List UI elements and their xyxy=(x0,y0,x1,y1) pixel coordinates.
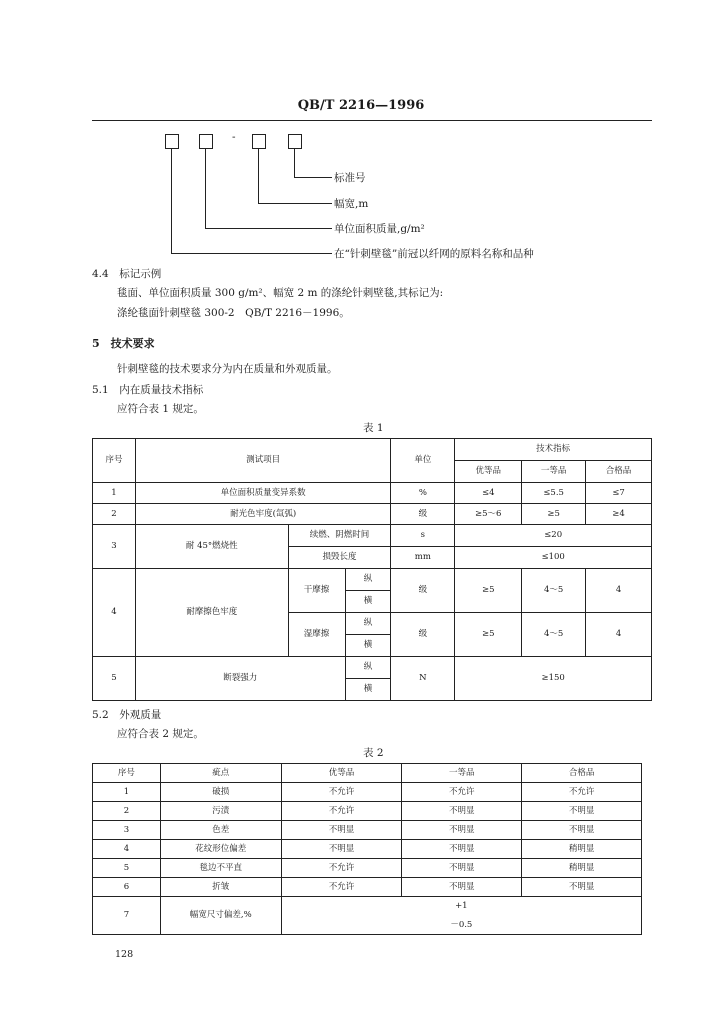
section-4-4-title: 4.4 标记示例 xyxy=(92,268,162,280)
marking-dash: - xyxy=(232,131,236,143)
t1-r5-warp: 纵 xyxy=(345,657,391,679)
t1-r4-item: 耐摩擦色牢度 xyxy=(135,569,288,657)
t1-r1-item: 单位面积质量变异系数 xyxy=(135,483,390,504)
t1-r1-unit: % xyxy=(391,483,455,504)
t1-r4-wet-v2: 4～5 xyxy=(522,613,586,657)
t1-r5-weft: 横 xyxy=(345,679,391,701)
table-cell: 稍明显 xyxy=(522,840,642,859)
t1-r5-val: ≥150 xyxy=(455,657,652,701)
t2-header-first: 一等品 xyxy=(402,764,522,783)
t1-r5-item: 断裂强力 xyxy=(135,657,345,701)
page-number: 128 xyxy=(115,949,134,960)
t1-r4-wet-v1: ≥5 xyxy=(455,613,522,657)
t1-r4-dry-weft: 横 xyxy=(345,591,391,613)
table2 xyxy=(92,763,642,935)
table-cell: 不明显 xyxy=(522,821,642,840)
table-cell: 不允许 xyxy=(281,802,402,821)
t1-r3-sub-a: 续燃、阴燃时间 xyxy=(288,525,391,547)
t1-r2-v1: ≥5～6 xyxy=(455,504,522,525)
leader-line-std xyxy=(294,149,295,177)
t1-r2-v2: ≥5 xyxy=(522,504,586,525)
t1-r2-seq: 2 xyxy=(93,504,136,525)
t1-header-tech: 技术指标 xyxy=(455,439,652,461)
t1-r4-wet-warp: 纵 xyxy=(345,613,391,635)
section-5-1-text: 应符合表 1 规定。 xyxy=(117,403,204,415)
t1-r4-dry-v1: ≥5 xyxy=(455,569,522,613)
t2-header-seq: 序号 xyxy=(93,764,161,783)
table1-caption: 表 1 xyxy=(363,422,384,434)
leader-line-mass xyxy=(205,149,206,228)
table-cell: 毯边不平直 xyxy=(160,859,281,878)
t1-r4-wet-unit: 级 xyxy=(391,613,455,657)
t1-r1-seq: 1 xyxy=(93,483,136,504)
t1-r1-v1: ≤4 xyxy=(455,483,522,504)
table-cell: 污渍 xyxy=(160,802,281,821)
section-4-4-line1: 毯面、单位面积质量 300 g/m²、幅宽 2 m 的涤纶针刺壁毯,其标记为: xyxy=(117,287,444,299)
placeholder-box-width xyxy=(252,134,266,149)
table-cell: 不明显 xyxy=(402,840,522,859)
t2-r7-item: 幅宽尺寸偏差,% xyxy=(160,897,281,935)
t1-r1-v3: ≤7 xyxy=(586,483,652,504)
table-cell: 不明显 xyxy=(402,802,522,821)
t2-r7-seq: 7 xyxy=(93,897,161,935)
table-cell: 不明显 xyxy=(281,840,402,859)
table1 xyxy=(92,438,652,701)
leader-line-material-h xyxy=(171,253,332,254)
t1-r3-unit-b: mm xyxy=(391,547,455,569)
t1-r2-unit: 级 xyxy=(391,504,455,525)
t1-r2-item: 耐光色牢度(氙弧) xyxy=(135,504,390,525)
label-width: 幅宽,m xyxy=(334,198,369,210)
section-5-2-text: 应符合表 2 规定。 xyxy=(117,728,204,740)
section-5-title: 5 技术要求 xyxy=(92,337,155,350)
leader-line-width-h xyxy=(258,203,332,204)
t1-r3-unit-a: s xyxy=(391,525,455,547)
table-cell: 不允许 xyxy=(281,878,402,897)
t1-r4-wet: 湿摩擦 xyxy=(288,613,345,657)
t1-header-grade-first: 一等品 xyxy=(522,461,586,483)
t1-r3-item: 耐 45°燃烧性 xyxy=(135,525,288,569)
table-cell: 不明显 xyxy=(402,878,522,897)
placeholder-box-std xyxy=(288,134,302,149)
label-material: 在“针刺壁毯”前冠以纤网的原料名称和品种 xyxy=(334,248,534,260)
t1-header-unit: 单位 xyxy=(391,439,455,483)
table-cell: 不允许 xyxy=(281,783,402,802)
t2-r7-plus: +1 xyxy=(281,897,641,916)
table-cell: 破损 xyxy=(160,783,281,802)
t1-r5-seq: 5 xyxy=(93,657,136,701)
t1-r2-v3: ≥4 xyxy=(586,504,652,525)
label-std-number: 标准号 xyxy=(334,172,366,184)
section-5-2-title: 5.2 外观质量 xyxy=(92,709,162,721)
t1-header-item: 测试项目 xyxy=(135,439,390,483)
table-cell: 4 xyxy=(93,840,161,859)
leader-line-width xyxy=(258,149,259,203)
table-cell: 不明显 xyxy=(402,859,522,878)
section-5-1-title: 5.1 内在质量技术指标 xyxy=(92,384,204,396)
t1-r4-dry-unit: 级 xyxy=(391,569,455,613)
table-cell: 不明显 xyxy=(522,878,642,897)
t1-header-grade-pass: 合格品 xyxy=(586,461,652,483)
table-cell: 不允许 xyxy=(281,859,402,878)
table-cell: 不允许 xyxy=(402,783,522,802)
t1-header-grade-top: 优等品 xyxy=(455,461,522,483)
leader-line-std-h xyxy=(294,177,332,178)
t1-r5-unit: N xyxy=(391,657,455,701)
t2-header-top: 优等品 xyxy=(281,764,402,783)
table-cell: 折皱 xyxy=(160,878,281,897)
t1-r3-sub-b: 损毁长度 xyxy=(288,547,391,569)
placeholder-box-material xyxy=(165,134,179,149)
leader-line-material xyxy=(171,149,172,253)
header-rule xyxy=(92,120,652,121)
section-4-4-line2: 涤纶毯面针刺壁毯 300-2 QB/T 2216－1996。 xyxy=(117,307,350,319)
table2-caption: 表 2 xyxy=(363,747,384,759)
table-cell: 不明显 xyxy=(402,821,522,840)
t1-r4-dry-warp: 纵 xyxy=(345,569,391,591)
t1-r4-wet-weft: 横 xyxy=(345,635,391,657)
t2-header-defect: 疵点 xyxy=(160,764,281,783)
table-cell: 2 xyxy=(93,802,161,821)
t2-header-pass: 合格品 xyxy=(522,764,642,783)
t1-r3-val-a: ≤20 xyxy=(455,525,652,547)
table-cell: 稍明显 xyxy=(522,859,642,878)
standard-code-header: QB/T 2216—1996 xyxy=(297,98,425,113)
table-cell: 1 xyxy=(93,783,161,802)
table-cell: 不明显 xyxy=(522,802,642,821)
label-mass: 单位面积质量,g/m² xyxy=(334,223,425,235)
table-cell: 不明显 xyxy=(281,821,402,840)
t1-r4-dry-v2: 4～5 xyxy=(522,569,586,613)
leader-line-mass-h xyxy=(205,228,332,229)
table-cell: 6 xyxy=(93,878,161,897)
t1-r4-wet-v3: 4 xyxy=(586,613,652,657)
table-cell: 花纹形位偏差 xyxy=(160,840,281,859)
table-cell: 5 xyxy=(93,859,161,878)
t2-r7-minus: －0.5 xyxy=(281,916,641,935)
t1-r4-seq: 4 xyxy=(93,569,136,657)
t1-r1-v2: ≤5.5 xyxy=(522,483,586,504)
table-cell: 色差 xyxy=(160,821,281,840)
placeholder-box-mass xyxy=(199,134,213,149)
t1-r3-seq: 3 xyxy=(93,525,136,569)
t1-r4-dry-v3: 4 xyxy=(586,569,652,613)
t1-header-seq: 序号 xyxy=(93,439,136,483)
section-5-intro: 针刺壁毯的技术要求分为内在质量和外观质量。 xyxy=(117,363,338,375)
t1-r3-val-b: ≤100 xyxy=(455,547,652,569)
table-cell: 3 xyxy=(93,821,161,840)
t1-r4-dry: 干摩擦 xyxy=(288,569,345,613)
table-cell: 不允许 xyxy=(522,783,642,802)
